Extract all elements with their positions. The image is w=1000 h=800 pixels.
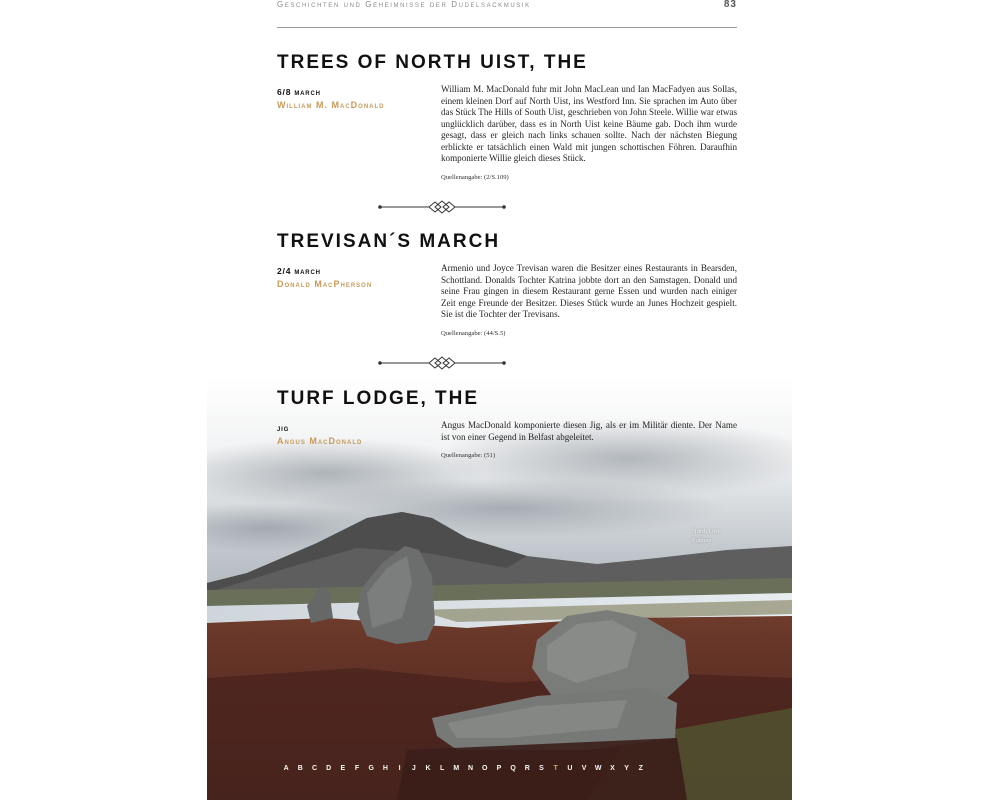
tune-type: jig bbox=[277, 423, 290, 433]
entry-story: Armenio und Joyce Trevisan waren die Besitzer eines Restaurants in Bearsden, Schottland. Donalds Tochter Katrina jobbte dort an den Samstagen. Donald und seine Frau gingen in diesem Restaurant gerne Essen und wurden nach einiger Zeit enge Freunde der Besitzer. Dieses Stück wurde an Junes Hochzeit gespielt. Sie ist die Tochter der Trevisans. bbox=[441, 263, 737, 319]
photo-caption bbox=[692, 527, 720, 545]
alphabet-letter-g: G bbox=[368, 765, 374, 772]
entry-body bbox=[441, 263, 737, 337]
entry-story: Angus MacDonald komponierte diesen Jig, als er im Militär diente. Der Name ist von einer Gegend in Belfast abgeleitet. bbox=[441, 420, 737, 442]
entry-story: William M. MacDonald fuhr mit John MacLean und Ian MacFadyen aus Sollas, einem kleinen Dorf auf North Uist, ins Westford Inn. Sie sprachen im Auto über das Stück The Hills of South Uist, geschrieben von John Steele. Willie war etwas unglücklich darüber, dass es in North Uist keine Bäume gab. Doch ihm wurde gesagt, dass er gleich nach links schauen sollte. Nach der nächsten Biegung erblickte er tatsächlich einen Wald mit jungen schottischen Föhren. Daraufhin komponierte Willie gleich dieses Stück. bbox=[441, 84, 737, 163]
alphabet-letter-p: P bbox=[496, 765, 502, 772]
alphabet-letter-d: D bbox=[326, 765, 332, 772]
tune-entry bbox=[277, 52, 737, 181]
alphabet-letter-k: K bbox=[425, 765, 431, 772]
alphabet-letter-o: O bbox=[481, 765, 488, 772]
tune-type: 2/4 march bbox=[277, 266, 321, 276]
entry-body bbox=[441, 420, 737, 459]
book-page bbox=[207, 0, 792, 800]
entry-meta bbox=[277, 87, 437, 110]
alphabet-letter-w: W bbox=[594, 765, 602, 772]
alphabet-letter-e: E bbox=[340, 765, 346, 772]
alphabet-letter-c: C bbox=[311, 765, 317, 772]
entry-title: TREES OF NORTH UIST, THE bbox=[277, 52, 588, 73]
alphabet-letter-y: Y bbox=[624, 765, 629, 772]
alphabet-letter-l: L bbox=[440, 765, 445, 772]
alphabet-letter-t: T bbox=[553, 765, 558, 772]
entry-source: Quellenangabe: (2/S.109) bbox=[441, 173, 509, 181]
alphabet-letter-x: X bbox=[610, 765, 615, 772]
alphabet-letter-v: V bbox=[581, 765, 587, 772]
composer-name: William M. MacDonald bbox=[277, 100, 385, 110]
composer-name: Angus MacDonald bbox=[277, 436, 363, 446]
entry-meta bbox=[277, 423, 437, 446]
alphabet-letter-h: H bbox=[382, 765, 388, 772]
tune-entry bbox=[277, 388, 737, 459]
tune-entry bbox=[277, 231, 737, 337]
ornament-divider bbox=[377, 356, 507, 370]
entry-meta bbox=[277, 266, 437, 289]
composer-name: Donald MacPherson bbox=[277, 279, 373, 289]
caption-line: North Uist bbox=[692, 528, 720, 535]
alphabet-letter-r: R bbox=[524, 765, 530, 772]
alphabet-letter-m: M bbox=[453, 765, 460, 772]
entry-title: TURF LODGE, THE bbox=[277, 388, 480, 409]
tune-type: 6/8 march bbox=[277, 87, 321, 97]
entry-body bbox=[441, 84, 737, 181]
alphabet-letter-i: I bbox=[398, 765, 401, 772]
alphabet-letter-n: N bbox=[468, 765, 474, 772]
alphabet-index bbox=[279, 765, 648, 772]
page-number: 83 bbox=[723, 0, 737, 10]
alphabet-letter-u: U bbox=[567, 765, 573, 772]
alphabet-letter-a: A bbox=[283, 765, 289, 772]
alphabet-letter-f: F bbox=[354, 765, 360, 772]
alphabet-letter-s: S bbox=[539, 765, 544, 772]
entry-source: Quellenangabe: (51) bbox=[441, 452, 496, 459]
ornament-divider bbox=[377, 200, 507, 214]
running-head bbox=[277, 0, 737, 28]
alphabet-letter-z: Z bbox=[638, 765, 643, 772]
entry-source: Quellenangabe: (44/S.5) bbox=[441, 329, 506, 337]
entry-title: TREVISAN´S MARCH bbox=[277, 231, 501, 252]
running-head-title: Geschichten und Geheimnisse der Dudelsackmusik bbox=[277, 0, 531, 9]
alphabet-letter-b: B bbox=[297, 765, 303, 772]
caption-line: Pobbay bbox=[692, 537, 712, 544]
alphabet-letter-j: J bbox=[411, 765, 416, 772]
alphabet-letter-q: Q bbox=[510, 765, 516, 772]
